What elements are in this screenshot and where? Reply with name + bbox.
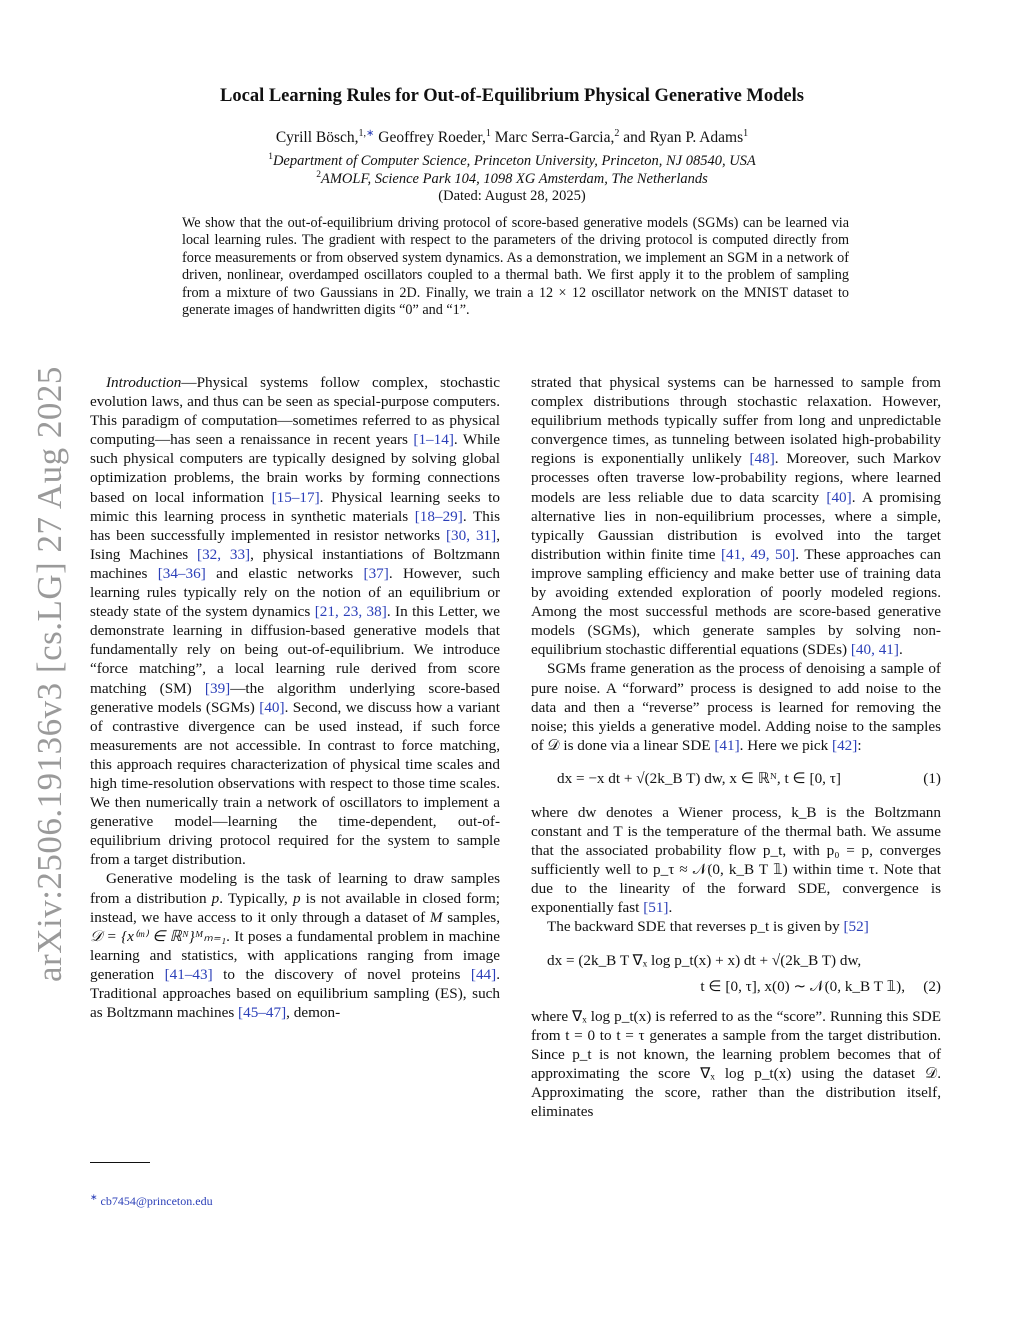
citation[interactable]: [37] — [363, 564, 389, 582]
citation[interactable]: [41, 49, 50] — [720, 545, 796, 563]
right-column — [531, 373, 941, 1121]
affiliation-2: $^2$AMOLF, Science Park 104, 1098 XG Amsterdam, The Netherlands — [316, 170, 708, 187]
citation[interactable]: [41–43] — [164, 965, 213, 983]
abstract: We show that the out-of-equilibrium driving protocol of score-based generative models (SGMs) can be learned via local learning rules. The gradient with respect to the parameters of the driving protocol is computed directly from force measurements or from observed system dynamics. As a demonstration, we implement an SGM in a network of driven, nonlinear, overdamped oscillators coupled to a thermal bath. We first apply it to the problem of sampling from a mixture of two Gaussians in 2D. Finally, we train a 12 × 12 oscillator network on the MNIST dataset to generate images of handwritten digits “0” and “1”. — [182, 215, 849, 319]
citation[interactable]: [1–14] — [413, 431, 454, 449]
intro-paragraph: Introduction—Physical systems follow complex, stochastic evolution laws, and thus can be seen as special-purpose computers. This paradigm of computation—sometimes referred to as physical computing—has seen a renaissance in recent years [1–14]. While such physical computers are typically designed by solving global optimization problems, the brain works by forming connections based on local information [15–17]. Physical learning seeks to mimic this learning process in synthetic materials [18–29]. This has been successfully implemented in resistor networks [30, 31], Ising Machines [32, 33], physical instantiations of Boltzmann machines [34–36] and elastic networks [37]. However, such learning rules typically rely on the notion of an equilibrium or steady state of the system dynamics [21, 23, 38]. In this Letter, we demonstrate learning in diffusion-based generative models that fundamentally rely on being out-of-equilibrium. We introduce “force matching”, a local learning rule derived from score matching (SM) [39]—the algorithm underlying score-based generative models (SGMs) [40]. Second, we discuss how a variant of contrastive divergence can be used instead, if such force measurements are not accessible. In contrast to force matching, this approach requires characterization of physical time scales and high time-resolution observations with respect to those time scales. We then numerically train a network of oscillators to implement a generative model—learning the time-dependent, out-of-equilibrium driving protocol required for the system to sample from a target distribution. — [90, 374, 501, 869]
author-3: Marc Serra-Garcia, — [490, 129, 615, 147]
equation-1-number: (1) — [923, 769, 941, 787]
affiliation-1: $^1$Department of Computer Science, Princeton University, Princeton, NJ 08540, USA — [268, 152, 756, 169]
paper-title: Local Learning Rules for Out-of-Equilibrium Physical Generative Models — [220, 86, 804, 106]
citation[interactable]: [48] — [749, 450, 775, 468]
footnote — [90, 1192, 213, 1209]
citation[interactable]: [44] — [470, 965, 497, 983]
citation[interactable]: [52] — [843, 918, 869, 936]
author-2-affil: 1 — [485, 128, 491, 139]
citation[interactable]: [32, 33] — [197, 545, 251, 563]
citation[interactable]: [39] — [204, 679, 231, 697]
continuation-paragraph: strated that physical systems can be harnessed to sample from complex distributions through stochastic relaxation. However, equilibrium methods typically suffer from long and unpredictable convergence times, as tunneling between isolated high-probability regions is exponentially unlikely [48]. Moreover, such Markov processes often traverse low-probability regions, where learned models are less reliable due to data scarcity [40]. A promising alternative lies in non-equilibrium processes, where a simple, typically Gaussian distribution is evolved into the target distribution within finite time [41, 49, 50]. These approaches can improve sampling efficiency and make better use of training data by avoiding extended exploration of poorly modeled regions. Among the most successful methods are score-based generative models (SGMs), which generate samples by solving non-equilibrium stochastic differential equations (SDEs) [40, 41]. — [531, 374, 941, 659]
wiener-paragraph: where dw denotes a Wiener process, k_B is the Boltzmann constant and T is the temperature of the thermal bath. We assume that the associated probability flow p_t, with p₀ = p, converges sufficiently well to p_τ ≈ 𝒩(0, k_B T 𝟙) within time τ. Note that due to the linearity of the forward SDE, convergence is exponentially fast [51]. — [531, 803, 941, 917]
author-2: Geoffrey Roeder, — [374, 129, 486, 147]
equation-2 — [531, 943, 941, 1001]
backward-sde-paragraph: The backward SDE that reverses p_t is given by [52] — [547, 918, 869, 936]
equation-2-number: (2) — [923, 977, 941, 995]
author-3-affil: 2 — [614, 128, 620, 139]
corresponding-mark[interactable]: ∗ — [366, 128, 375, 139]
generative-modeling-paragraph: Generative modeling is the task of learning to draw samples from a distribution p. Typically, p is not available in closed form; instead, we have access to it only through a dataset of M samples, 𝒟 = {x⁽ᵐ⁾ ∈ ℝᴺ}ᴹₘ₌₁. It poses a fundamental problem in machine learning and statistics, with applications ranging from image generation [41–43] to the discovery of novel proteins [44]. Traditional approaches based on equilibrium sampling (ES), such as Boltzmann machines [45–47], demon- — [90, 870, 501, 1022]
citation[interactable]: [45–47] — [238, 1004, 287, 1022]
citation[interactable]: [18–29] — [414, 507, 463, 525]
author-list — [90, 128, 934, 147]
equation-2-line-1: dx = (2k_B T ∇ₓ log p_t(x) + x) dt + √(2k_B T) dw, — [547, 951, 862, 969]
citation[interactable]: [30, 31] — [446, 526, 497, 544]
citation[interactable]: [40] — [826, 488, 852, 506]
author-1-affil: 1,∗ — [358, 128, 375, 139]
author-1: Cyrill Bösch, — [275, 129, 359, 147]
dataset-expression: 𝒟 = {x⁽ᵐ⁾ ∈ ℝᴺ}ᴹₘ₌₁ — [90, 927, 227, 945]
citation[interactable]: [51] — [643, 899, 669, 917]
citation[interactable]: [21, 23, 38] — [314, 603, 387, 621]
arxiv-side-stamp: arXiv:2506.19136v3 [cs.LG] 27 Aug 2025 — [30, 366, 69, 982]
citation[interactable]: [40] — [259, 698, 285, 716]
author-4: and Ryan P. Adams — [619, 129, 744, 147]
citation[interactable]: [42] — [832, 736, 858, 754]
citation[interactable]: [41] — [714, 736, 740, 754]
equation-2-line-2: t ∈ [0, τ], x(0) ∼ 𝒩(0, k_B T 𝟙), — [700, 977, 905, 995]
footnote-rule — [90, 1162, 150, 1163]
citation[interactable]: [40, 41] — [850, 641, 899, 659]
left-column — [90, 373, 500, 1022]
score-paragraph: where ∇ₓ log p_t(x) is referred to as the “score”. Running this SDE from t = 0 to t = τ generates a sample from the target distribution. Since p_t is not known, the learning problem becomes that of approximating the score ∇ₓ log p_t(x) using the dataset 𝒟. Approximating the score, rather than the distribution itself, eliminates — [531, 1007, 941, 1120]
dated-line: (Dated: August 28, 2025) — [438, 188, 586, 204]
author-4-affil: 1 — [743, 128, 749, 139]
sgm-paragraph: SGMs frame generation as the process of denoising a sample of pure noise. A “forward” process is designed to add noise to the data and then a “reverse” process is learned for removing the noise; this yields a generative model. Adding noise to the samples of 𝒟 is done via a linear SDE [41]. Here we pick [42]: — [531, 660, 941, 754]
equation-1-body: dx = −x dt + √(2k_B T) dw, x ∈ ℝᴺ, t ∈ [0, τ] — [557, 769, 841, 787]
author-email-link[interactable]: cb7454@princeton.edu — [100, 1194, 213, 1208]
equation-1 — [531, 761, 941, 797]
section-label: Introduction — [106, 374, 182, 391]
footnote-mark: ∗ — [90, 1192, 98, 1202]
citation[interactable]: [15–17] — [271, 488, 320, 506]
citation[interactable]: [34–36] — [157, 564, 206, 582]
